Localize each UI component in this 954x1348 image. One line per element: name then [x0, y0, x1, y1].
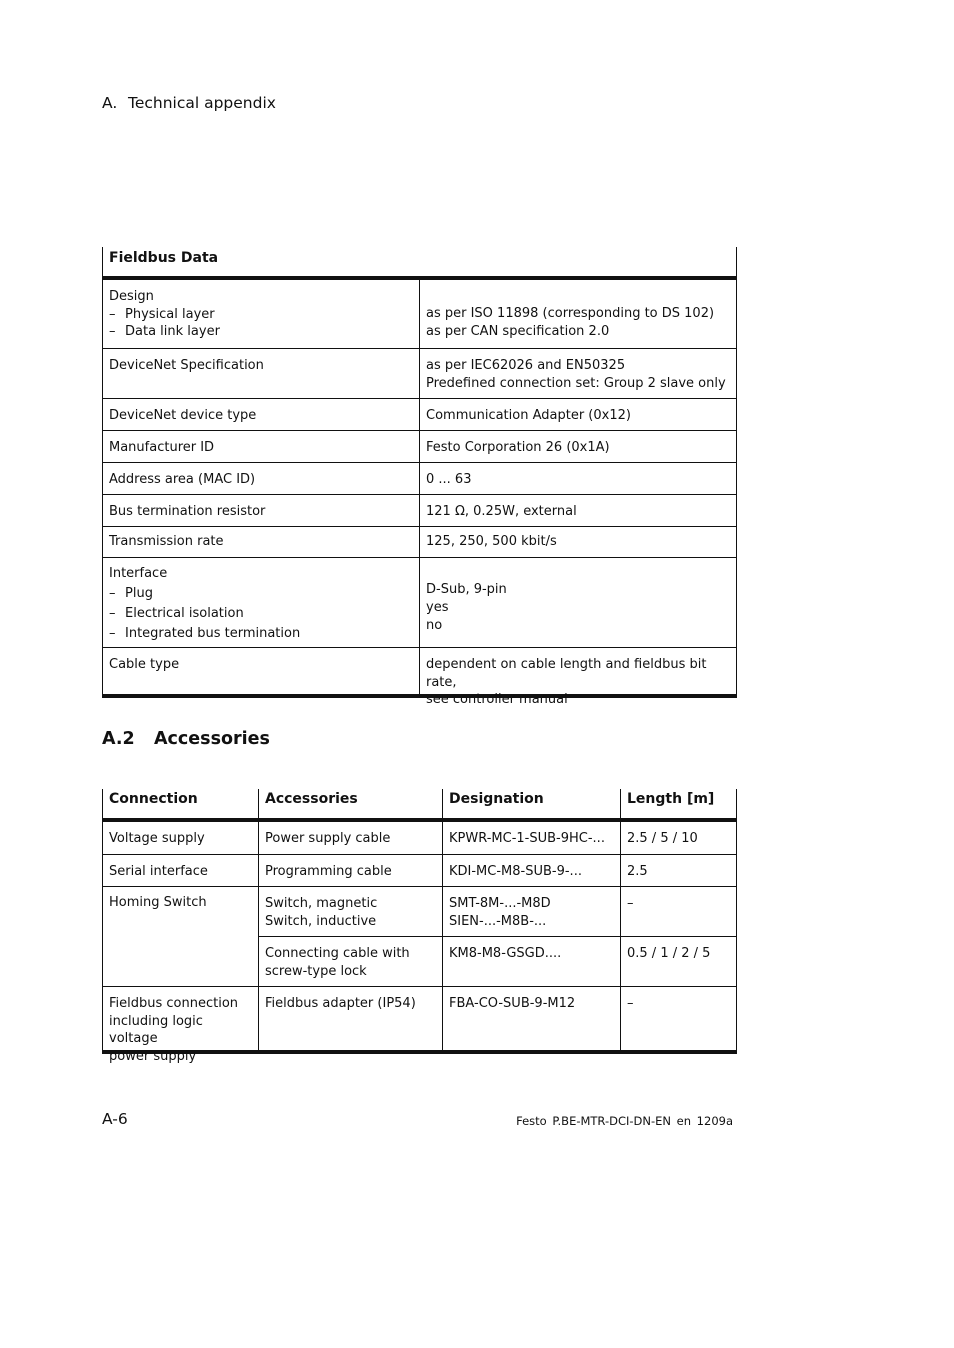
cell-designation: FBA-CO-SUB-9-M12: [443, 987, 621, 1050]
cell-connection: Voltage supply: [102, 822, 259, 854]
row-value: 0 ... 63: [420, 463, 737, 494]
table-row: [102, 987, 737, 1064]
row-value: as per CAN specification 2.0: [426, 323, 610, 339]
page-header: [102, 94, 276, 112]
row-value: Predefined connection set: Group 2 slave only: [426, 375, 726, 391]
table-row: [102, 431, 737, 463]
cell-designation: SIEN-...-M8B-...: [449, 913, 547, 929]
cell-length: 0.5 / 1 / 2 / 5: [621, 937, 737, 986]
row-value: 125, 250, 500 kbit/s: [420, 527, 737, 557]
cell-accessories: Connecting cable with: [265, 946, 410, 961]
table-row: [259, 887, 737, 937]
column-header: Accessories: [259, 789, 443, 818]
row-sublabel: Physical layer: [125, 306, 215, 322]
row-value: dependent on cable length and fieldbus bit rate,: [426, 657, 707, 690]
column-header: Length [m]: [621, 789, 737, 818]
row-sublabel: Electrical isolation: [125, 606, 244, 621]
chapter-number: A.: [102, 94, 118, 112]
row-value: as per ISO 11898 (corresponding to DS 102): [426, 306, 715, 321]
cell-accessories: Switch, magnetic: [265, 896, 378, 911]
row-label: DeviceNet device type: [102, 399, 420, 430]
cell-length: –: [621, 987, 737, 1050]
row-label: Interface: [109, 566, 168, 581]
table-row: Design – Physical layer – Data link layer as per ISO 11898 (corresponding to DS 102) as per CAN specification 2.0: [102, 280, 737, 349]
row-value: Festo Corporation 26 (0x1A): [420, 431, 737, 462]
row-value: as per IEC62026 and EN50325: [426, 358, 626, 373]
cell-length: 2.5 / 5 / 10: [621, 822, 737, 854]
row-sublabel: Integrated bus termination: [125, 626, 301, 641]
cell-accessories: Fieldbus adapter (IP54): [259, 987, 443, 1050]
cell-designation: KPWR-MC-1-SUB-9HC-...: [443, 822, 621, 854]
cell-connection: Serial interface: [102, 855, 259, 886]
section-heading: [102, 729, 270, 749]
row-label: Manufacturer ID: [102, 431, 420, 462]
table-row: [102, 527, 737, 558]
cell-accessories: screw-type lock: [265, 963, 367, 979]
row-label: Bus termination resistor: [102, 495, 420, 526]
table-title: Fieldbus Data: [102, 247, 737, 280]
cell-accessories: Power supply cable: [259, 822, 443, 854]
table-row: [102, 855, 737, 887]
row-sublabel: Plug: [125, 586, 153, 601]
table-row: Interface – Plug – Electrical isolation – Integrated bus termination D-Sub, 9-pin yes no: [102, 558, 737, 648]
row-value: see controller manual: [426, 692, 568, 707]
cell-connection: Fieldbus connection: [109, 996, 239, 1011]
row-label: Design: [109, 289, 154, 304]
cell-length: 2.5: [621, 855, 737, 886]
section-number: A.2: [102, 729, 135, 749]
cell-designation: KM8-M8-GSGD....: [443, 937, 621, 986]
row-label: Cable type: [102, 648, 420, 694]
table-row-group: [102, 887, 737, 987]
cell-designation: SMT-8M-...-M8D: [449, 896, 551, 911]
column-header: Connection: [102, 789, 259, 818]
table-header-row: [102, 789, 737, 822]
row-value: D-Sub, 9-pin: [426, 582, 507, 597]
cell-connection: including logic voltage: [109, 1013, 203, 1046]
cell-accessories: Switch, inductive: [265, 913, 377, 929]
row-sublabel: Data link layer: [125, 324, 220, 339]
row-value: yes: [426, 600, 449, 615]
table-row: [102, 463, 737, 495]
section-title: Accessories: [154, 729, 270, 749]
row-label: Transmission rate: [102, 527, 420, 557]
accessories-table: [102, 789, 737, 1064]
column-header: Designation: [443, 789, 621, 818]
table-row: [102, 349, 737, 399]
row-label: Address area (MAC ID): [102, 463, 420, 494]
table-row: [102, 822, 737, 855]
cell-designation: KDI-MC-M8-SUB-9-...: [443, 855, 621, 886]
row-value: 121 Ω, 0.25W, external: [420, 495, 737, 526]
fieldbus-data-table: [102, 247, 737, 707]
table-row: [102, 399, 737, 431]
cell-length: –: [621, 887, 737, 936]
page-number: A-6: [102, 1110, 128, 1128]
row-label: DeviceNet Specification: [102, 349, 420, 398]
cell-accessories: Programming cable: [259, 855, 443, 886]
chapter-title: Technical appendix: [128, 94, 276, 112]
cell-connection: power supply: [109, 1048, 197, 1064]
document-reference: Festo P.BE-MTR-DCI-DN-EN en 1209a: [516, 1114, 733, 1128]
table-row: [259, 937, 737, 986]
table-row: [102, 648, 737, 707]
table-row: [102, 495, 737, 527]
row-value: Communication Adapter (0x12): [420, 399, 737, 430]
cell-connection: Homing Switch: [102, 887, 259, 986]
row-value: no: [426, 618, 443, 633]
